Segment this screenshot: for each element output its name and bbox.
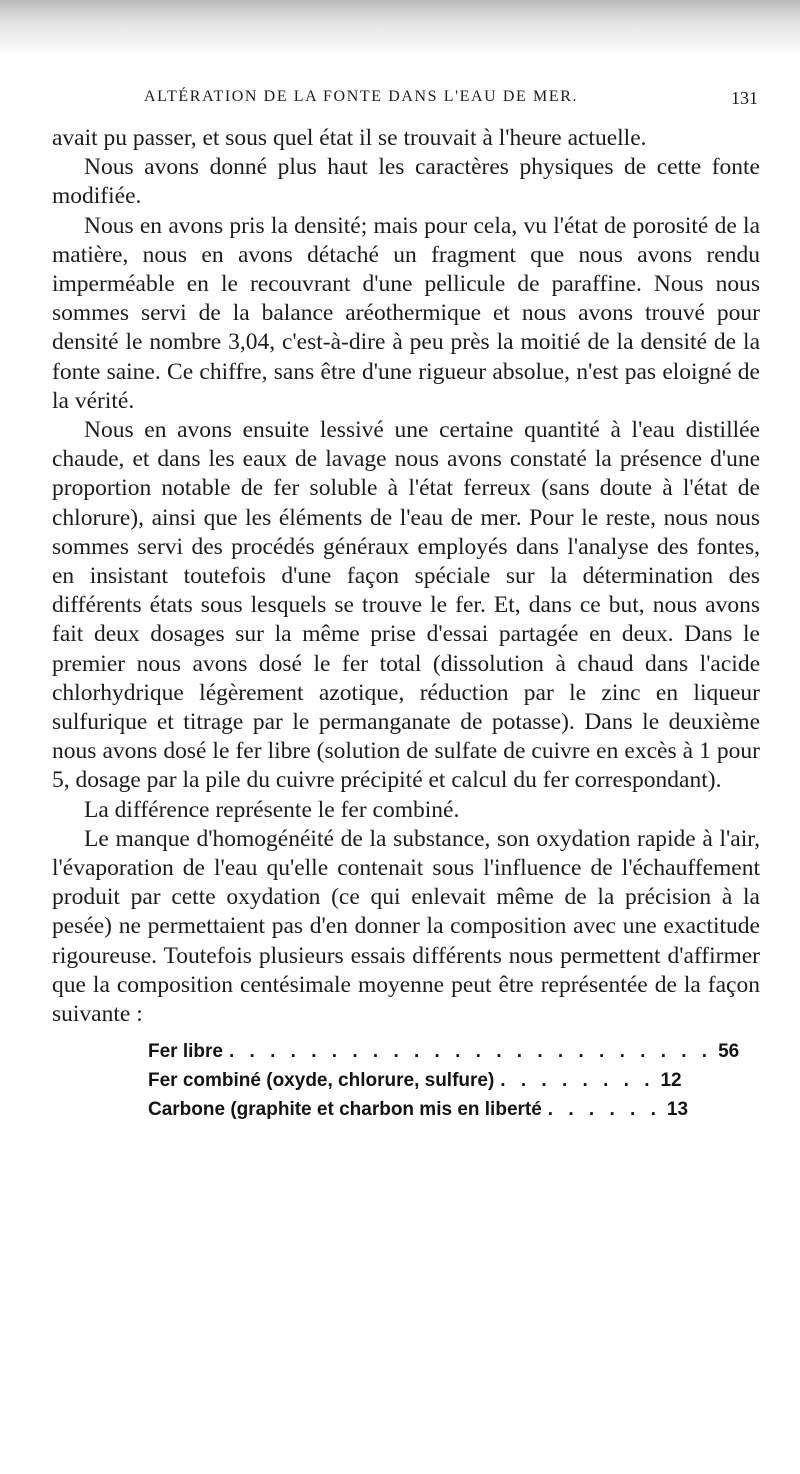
composition-value: 56	[718, 1041, 740, 1063]
dot-leader: . . . . . . . . . . . . . . . . . . . . . . . .	[228, 1041, 713, 1063]
paragraph: Nous avons donné plus haut les caractères physiques de cette fonte modifiée.	[52, 154, 760, 210]
body-text	[52, 124, 760, 1029]
running-header	[52, 88, 760, 118]
composition-value: 12	[660, 1070, 682, 1092]
paragraph: Nous en avons pris la densité; mais pour cela, vu l'état de porosité de la matière, nous en avons détaché un fragment que nous avons rendu imperméable en le recouvrant d'une pellicule de paraffine. Nous nous sommes servi de la balance aréothermique et nous avons trouvé pour densité le nombre 3,04, c'est-à-dire à peu près la moitié de la densité de la fonte saine. Ce chiffre, sans être d'une rigueur absolue, n'est pas eloigné de la vérité.	[52, 212, 760, 414]
composition-row	[148, 1070, 682, 1099]
book-page	[52, 88, 760, 1128]
composition-table	[148, 1041, 740, 1128]
paragraph: La différence représente le fer combiné.	[84, 796, 460, 823]
page-number: 131	[731, 88, 758, 108]
composition-label: Fer combiné (oxyde, chlorure, sulfure)	[148, 1070, 495, 1092]
composition-label: Carbone (graphite et charbon mis en liberté	[148, 1099, 542, 1121]
composition-value: 13	[666, 1099, 689, 1121]
running-title: ALTÉRATION DE LA FONTE DANS L'EAU DE MER.	[144, 88, 579, 105]
composition-label: Fer libre	[148, 1041, 223, 1063]
composition-row	[148, 1099, 689, 1128]
scan-top-edge	[0, 0, 800, 58]
dot-leader: . . . . . . . .	[500, 1070, 655, 1092]
paragraph: Le manque d'homogénéité de la substance, son oxydation rapide à l'air, l'évaporation de l'eau qu'elle contenait sous l'influence de l'échauffement produit par cette oxydation (ce qui enlevait même de la précision à la pesée) ne permettaient pas d'en donner la composition avec une exactitude rigoureuse. Toutefois plusieurs essais différents nous permettent d'affirmer que la composition centésimale moyenne peut être représentée de la façon suivante :	[52, 825, 760, 1028]
paragraph: Nous en avons ensuite lessivé une certaine quantité à l'eau distillée chaude, et dans les eaux de lavage nous avons constaté la présence d'une proportion notable de fer soluble à l'état ferreux (sans doute à l'état de chlorure), ainsi que les éléments de l'eau de mer. Pour le reste, nous nous sommes servi des procédés généraux employés dans l'analyse des fontes, en insistant toutefois d'une façon spéciale sur la détermination des différents états sous lesquels se trouve le fer. Et, dans ce but, nous avons fait deux dosages sur la même prise d'essai partagée en deux. Dans le premier nous avons dosé le fer total (dissolution à chaud dans l'acide chlorhydrique légèrement azotique, réduction par le zinc en liqueur sulfurique et titrage par le permanganate de potasse). Dans le deuxième nous avons dosé le fer libre (solution de sulfate de cuivre en excès à 1 pour 5, dosage par la pile du cuivre précipité et calcul du fer correspondant).	[52, 417, 760, 794]
dot-leader: . . . . . .	[547, 1099, 661, 1121]
paragraph-continuation: avait pu passer, et sous quel état il se trouvait à l'heure actuelle.	[52, 125, 647, 151]
composition-row	[148, 1041, 740, 1070]
